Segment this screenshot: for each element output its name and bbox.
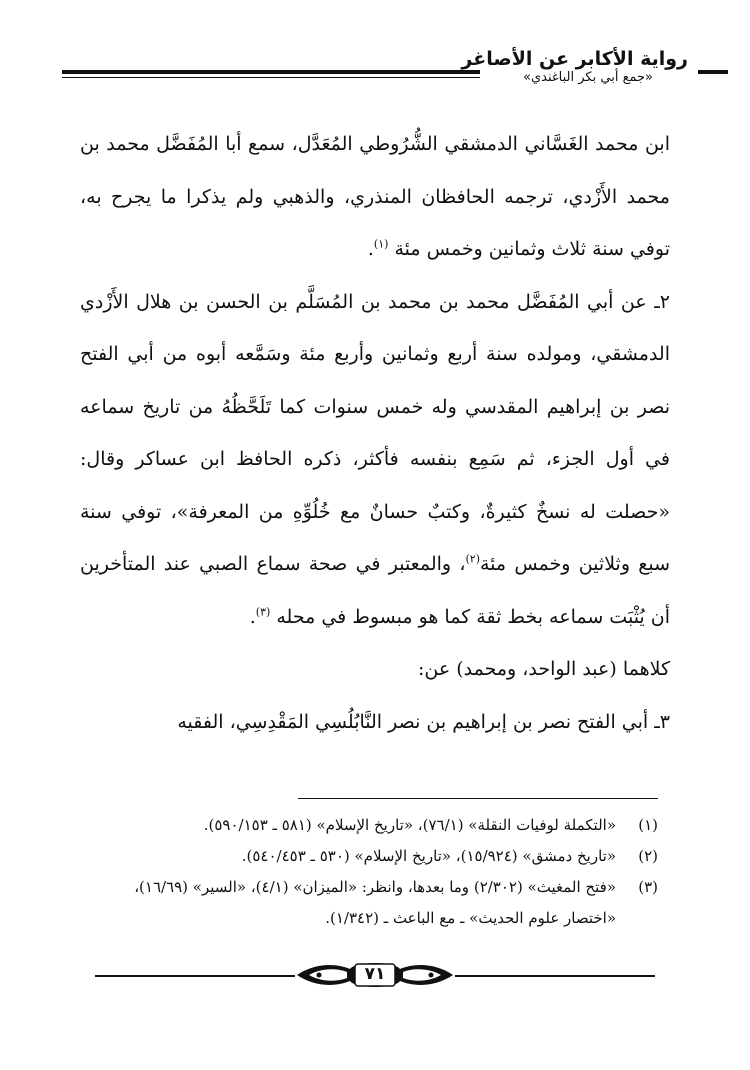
footnote-3-text: «فتح المغيث» (٢/٣٠٢) وما بعدها، وانظر: «الميزان» (٤/١)، «السير» (١٦/٦٩)، «اختصار علوم الحديث» ـ مع الباعث ـ (١/٣٤٢).	[134, 878, 616, 927]
footnote-2-text: «تاريخ دمشق» (١٥/٩٢٤)، «تاريخ الإسلام» (٥٣٠ ـ ٥٤٠/٤٥٣).	[241, 847, 616, 865]
paragraph-3-text: كلاهما (عبد الواحد، ومحمد) عن:	[418, 658, 670, 680]
footnote-2-number: (٢)	[638, 847, 658, 865]
running-header	[62, 48, 688, 98]
footer-rule-right	[455, 975, 655, 977]
page-footer	[95, 955, 655, 995]
header-title-block	[461, 48, 688, 86]
footnote-ref-2: (٢)	[465, 552, 480, 566]
footnote-separator	[298, 798, 658, 799]
footnote-3	[90, 872, 658, 934]
header-mark	[698, 70, 728, 74]
footnote-1-text: «التكملة لوفيات النقلة» (٧٦/١)، «تاريخ الإسلام» (٥٨١ ـ ٥٩٠/١٥٣).	[203, 816, 616, 834]
footnote-ref-1: (١)	[373, 237, 389, 251]
page-number: ٧١	[364, 964, 386, 984]
footnote-3-number: (٣)	[638, 878, 658, 896]
footer-rule-left	[95, 975, 295, 977]
paragraph-1-end: .	[367, 238, 374, 260]
footnote-1-number: (١)	[638, 816, 658, 834]
header-rule-thin	[62, 77, 480, 78]
paragraph-3	[80, 643, 670, 696]
paragraph-2-continuation: ، والمعتبر في صحة سماع الصبي عند المتأخرين أن يُثْبَت سماعه بخط ثقة كما هو مبسوط في محله	[80, 553, 670, 628]
paragraph-1-text: ابن محمد الغَسَّاني الدمشقي الشُّرُوطي المُعَدَّل، سمع أبا المُفَضَّل محمد بن محمد الأَزْدي، ترجمه الحافظان المنذري، والذهبي ولم يذكرا ما يجرح به، توفي سنة ثلاث وثمانين وخمس مئة	[80, 133, 670, 260]
paragraph-2	[80, 276, 670, 644]
footnote-2	[90, 841, 658, 872]
header-subtitle: «جمع أبي بكر الباغندي»	[523, 70, 653, 85]
header-rule-thick	[62, 70, 480, 74]
paragraph-2-text: ٢ـ عن أبي المُفَضَّل محمد بن محمد بن المُسَلَّم بن الحسن بن هلال الأَزْدي الدمشقي، ومولده سنة أربع وثمانين وأربع مئة وسَمَّعه أبوه من أبي الفتح نصر بن إبراهيم المقدسي وله خمس سنوات كما تَلَحَّظُهُ من تاريخ سماعه في أول الجزء، ثم سَمِع بنفسه فأكثر، ذكره الحافظ ابن عساكر وقال: «حصلت له نسخٌ كثيرةٌ، وكتبٌ حسانٌ مع خُلُوِّهِ من المعرفة»، توفي سنة سبع وثلاثين وخمس مئة	[80, 290, 671, 575]
footnote-1	[90, 810, 658, 841]
paragraph-4	[80, 696, 670, 749]
footnote-ref-3: (٣)	[255, 605, 271, 619]
footnotes	[90, 810, 658, 934]
paragraph-2-end: .	[249, 605, 256, 628]
paragraph-4-text: ٣ـ أبي الفتح نصر بن إبراهيم بن نصر النَّابُلُسِي المَقْدِسِي، الفقيه	[177, 710, 670, 733]
header-title: رواية الأكابر عن الأصاغر	[461, 48, 688, 70]
paragraph-1	[80, 118, 670, 276]
main-text	[80, 118, 670, 748]
